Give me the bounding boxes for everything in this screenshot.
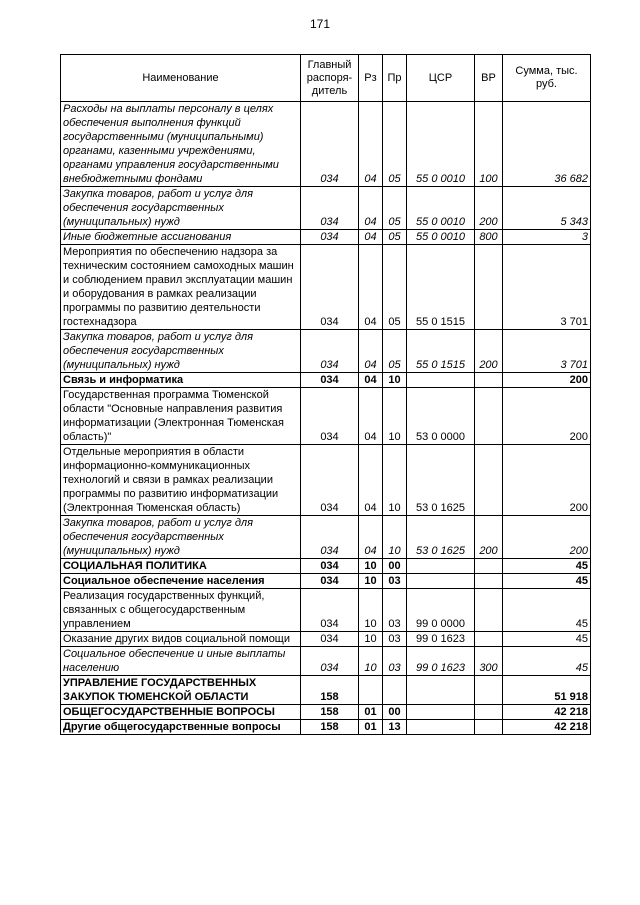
cell-csr xyxy=(407,720,475,735)
cell-rz: 01 xyxy=(359,720,383,735)
cell-pr: 00 xyxy=(383,705,407,720)
cell-pr: 13 xyxy=(383,720,407,735)
cell-gr: 158 xyxy=(301,676,359,705)
cell-sum: 45 xyxy=(503,574,591,589)
cell-vr xyxy=(475,445,503,516)
cell-gr: 034 xyxy=(301,516,359,559)
cell-rz: 04 xyxy=(359,388,383,445)
cell-pr: 10 xyxy=(383,445,407,516)
table-row xyxy=(61,516,591,559)
cell-name: Социальное обеспечение и иные выплаты населению xyxy=(61,647,301,676)
cell-sum: 3 xyxy=(503,230,591,245)
cell-pr: 05 xyxy=(383,187,407,230)
cell-rz: 10 xyxy=(359,632,383,647)
cell-gr: 034 xyxy=(301,632,359,647)
cell-vr xyxy=(475,705,503,720)
cell-rz: 04 xyxy=(359,102,383,187)
table-row xyxy=(61,632,591,647)
cell-sum: 200 xyxy=(503,373,591,388)
cell-rz: 04 xyxy=(359,230,383,245)
cell-rz: 01 xyxy=(359,705,383,720)
cell-vr xyxy=(475,720,503,735)
header-gr: Главный распоря-дитель xyxy=(301,55,359,102)
cell-rz: 04 xyxy=(359,516,383,559)
cell-pr: 00 xyxy=(383,559,407,574)
cell-vr xyxy=(475,574,503,589)
cell-gr: 034 xyxy=(301,574,359,589)
cell-vr xyxy=(475,388,503,445)
cell-rz xyxy=(359,676,383,705)
table-row xyxy=(61,676,591,705)
cell-rz: 04 xyxy=(359,330,383,373)
cell-sum: 45 xyxy=(503,647,591,676)
table-row xyxy=(61,230,591,245)
cell-sum: 42 218 xyxy=(503,720,591,735)
table-row xyxy=(61,245,591,330)
cell-pr: 03 xyxy=(383,589,407,632)
cell-vr: 800 xyxy=(475,230,503,245)
cell-name: УПРАВЛЕНИЕ ГОСУДАРСТВЕННЫХ ЗАКУПОК ТЮМЕНСКОЙ ОБЛАСТИ xyxy=(61,676,301,705)
cell-csr xyxy=(407,676,475,705)
cell-pr: 05 xyxy=(383,245,407,330)
cell-gr: 034 xyxy=(301,445,359,516)
cell-sum: 36 682 xyxy=(503,102,591,187)
cell-vr: 100 xyxy=(475,102,503,187)
cell-vr: 300 xyxy=(475,647,503,676)
cell-gr: 158 xyxy=(301,705,359,720)
cell-sum: 200 xyxy=(503,388,591,445)
table-row xyxy=(61,373,591,388)
cell-name: Государственная программа Тюменской области "Основные направления развития информатизации (Электронная Тюменская область)" xyxy=(61,388,301,445)
cell-pr: 03 xyxy=(383,647,407,676)
table-row xyxy=(61,705,591,720)
cell-name: Социальное обеспечение населения xyxy=(61,574,301,589)
cell-rz: 10 xyxy=(359,559,383,574)
cell-sum: 51 918 xyxy=(503,676,591,705)
cell-pr: 05 xyxy=(383,330,407,373)
header-row xyxy=(61,55,591,102)
cell-name: Мероприятия по обеспечению надзора за техническим состоянием самоходных машин и соблюдением правил эксплуатации машин и оборудования в рамках реализации программы по развитию деятельности гостехнадзора xyxy=(61,245,301,330)
cell-sum: 3 701 xyxy=(503,330,591,373)
cell-csr xyxy=(407,705,475,720)
cell-csr: 53 0 1625 xyxy=(407,516,475,559)
cell-csr: 55 0 1515 xyxy=(407,245,475,330)
cell-sum: 42 218 xyxy=(503,705,591,720)
table-row xyxy=(61,102,591,187)
cell-vr xyxy=(475,559,503,574)
cell-vr: 200 xyxy=(475,330,503,373)
cell-sum: 3 701 xyxy=(503,245,591,330)
cell-sum: 5 343 xyxy=(503,187,591,230)
cell-name: ОБЩЕГОСУДАРСТВЕННЫЕ ВОПРОСЫ xyxy=(61,705,301,720)
cell-gr: 034 xyxy=(301,388,359,445)
cell-csr: 99 0 1623 xyxy=(407,632,475,647)
cell-vr: 200 xyxy=(475,516,503,559)
table-row xyxy=(61,589,591,632)
cell-csr: 53 0 0000 xyxy=(407,388,475,445)
table-row xyxy=(61,445,591,516)
cell-pr: 05 xyxy=(383,230,407,245)
cell-gr: 158 xyxy=(301,720,359,735)
table-row xyxy=(61,187,591,230)
cell-pr: 10 xyxy=(383,373,407,388)
header-sum: Сумма, тыс. руб. xyxy=(503,55,591,102)
cell-csr: 99 0 0000 xyxy=(407,589,475,632)
header-csr: ЦСР xyxy=(407,55,475,102)
header-vr: ВР xyxy=(475,55,503,102)
cell-name: Закупка товаров, работ и услуг для обеспечения государственных (муниципальных) нужд xyxy=(61,330,301,373)
cell-gr: 034 xyxy=(301,647,359,676)
cell-vr xyxy=(475,632,503,647)
cell-name: Закупка товаров, работ и услуг для обеспечения государственных (муниципальных) нужд xyxy=(61,187,301,230)
cell-gr: 034 xyxy=(301,187,359,230)
cell-pr: 10 xyxy=(383,388,407,445)
cell-csr xyxy=(407,373,475,388)
cell-gr: 034 xyxy=(301,245,359,330)
cell-csr: 55 0 0010 xyxy=(407,102,475,187)
cell-csr: 55 0 0010 xyxy=(407,230,475,245)
cell-gr: 034 xyxy=(301,589,359,632)
cell-name: Иные бюджетные ассигнования xyxy=(61,230,301,245)
cell-gr: 034 xyxy=(301,230,359,245)
cell-rz: 04 xyxy=(359,373,383,388)
cell-rz: 04 xyxy=(359,245,383,330)
cell-csr xyxy=(407,574,475,589)
cell-rz: 04 xyxy=(359,445,383,516)
cell-name: Другие общегосударственные вопросы xyxy=(61,720,301,735)
cell-sum: 45 xyxy=(503,559,591,574)
cell-gr: 034 xyxy=(301,102,359,187)
cell-vr: 200 xyxy=(475,187,503,230)
table-row xyxy=(61,388,591,445)
cell-pr xyxy=(383,676,407,705)
table-row xyxy=(61,559,591,574)
cell-name: СОЦИАЛЬНАЯ ПОЛИТИКА xyxy=(61,559,301,574)
cell-gr: 034 xyxy=(301,559,359,574)
cell-vr xyxy=(475,245,503,330)
cell-csr: 55 0 0010 xyxy=(407,187,475,230)
cell-pr: 03 xyxy=(383,574,407,589)
table-row xyxy=(61,330,591,373)
cell-pr: 03 xyxy=(383,632,407,647)
table-row xyxy=(61,647,591,676)
cell-name: Оказание других видов социальной помощи xyxy=(61,632,301,647)
cell-rz: 04 xyxy=(359,187,383,230)
page-number: 171 xyxy=(309,17,331,31)
cell-sum: 45 xyxy=(503,589,591,632)
header-pr: Пр xyxy=(383,55,407,102)
table-body xyxy=(61,102,591,735)
budget-table xyxy=(60,54,591,735)
cell-csr: 55 0 1515 xyxy=(407,330,475,373)
cell-pr: 05 xyxy=(383,102,407,187)
cell-rz: 10 xyxy=(359,574,383,589)
cell-name: Расходы на выплаты персоналу в целях обеспечения выполнения функций государственными (муниципальными) органами, казенными учреждениями, органами управления государственными внебюджетными фондами xyxy=(61,102,301,187)
cell-rz: 10 xyxy=(359,647,383,676)
cell-name: Отдельные мероприятия в области информационно-коммуникационных технологий и связи в рамках реализации программы по развитию информатизации (Электронная Тюменская область) xyxy=(61,445,301,516)
table-row xyxy=(61,720,591,735)
cell-vr xyxy=(475,589,503,632)
header-rz: Рз xyxy=(359,55,383,102)
cell-csr xyxy=(407,559,475,574)
cell-name: Связь и информатика xyxy=(61,373,301,388)
cell-sum: 45 xyxy=(503,632,591,647)
cell-gr: 034 xyxy=(301,330,359,373)
cell-rz: 10 xyxy=(359,589,383,632)
cell-csr: 53 0 1625 xyxy=(407,445,475,516)
cell-sum: 200 xyxy=(503,445,591,516)
cell-vr xyxy=(475,373,503,388)
cell-sum: 200 xyxy=(503,516,591,559)
cell-name: Реализация государственных функций, связанных с общегосударственным управлением xyxy=(61,589,301,632)
table-row xyxy=(61,574,591,589)
cell-gr: 034 xyxy=(301,373,359,388)
cell-vr xyxy=(475,676,503,705)
cell-pr: 10 xyxy=(383,516,407,559)
cell-name: Закупка товаров, работ и услуг для обеспечения государственных (муниципальных) нужд xyxy=(61,516,301,559)
header-name: Наименование xyxy=(61,55,301,102)
cell-csr: 99 0 1623 xyxy=(407,647,475,676)
